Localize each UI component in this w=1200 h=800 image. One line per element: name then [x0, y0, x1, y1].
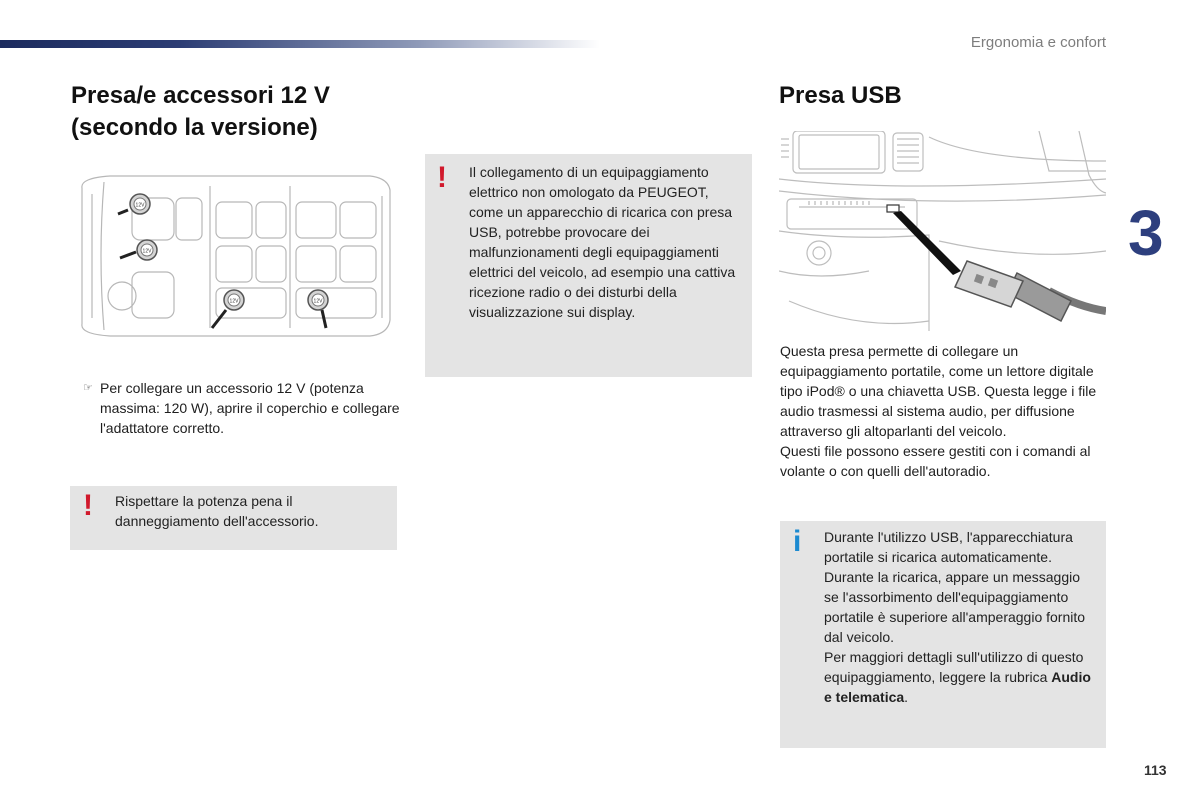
heading-line-1: Presa/e accessori 12 V	[71, 82, 330, 109]
chapter-number: 3	[1128, 197, 1164, 269]
usb-port-icon	[887, 205, 899, 212]
info-text	[824, 527, 1094, 707]
warning-text: Rispettare la potenza pena il danneggiamento dell'accessorio.	[115, 493, 319, 529]
usb-port-illustration	[779, 131, 1106, 331]
warning-note-equipment	[425, 154, 752, 377]
info-icon: i	[793, 525, 802, 558]
section-heading-usb: Presa USB	[779, 82, 902, 109]
section-title: Ergonomia e confort	[970, 34, 1106, 51]
instruction-text: Per collegare un accessorio 12 V (potenza massima: 120 W), aprire il coperchio e collegare l'adattatore corretto.	[100, 380, 400, 436]
socket-icon	[212, 290, 244, 328]
vehicle-socket-diagram	[70, 168, 396, 344]
info-text-3-suffix: .	[904, 689, 909, 705]
info-text-2: Durante la ricarica, appare un messaggio se l'assorbimento dell'equipaggiamento portatile è superiore all'amperaggio fornito dal veicolo.	[824, 569, 1086, 645]
info-note-usb	[780, 521, 1106, 748]
heading-line-2: (secondo la versione)	[71, 114, 318, 141]
usb-description	[780, 341, 1110, 481]
page-number: 113	[1144, 762, 1167, 778]
warning-note-power	[70, 486, 397, 550]
warning-icon: !	[437, 161, 447, 194]
section-heading-12v	[71, 80, 401, 144]
socket-label: 12V	[313, 298, 323, 305]
usb-paragraph-2: Questi file possono essere gestiti con i comandi al volante o con quelli dell'autoradio.	[780, 443, 1091, 479]
info-text-3	[824, 647, 1094, 707]
warning-text: Il collegamento di un equipaggiamento elettrico non omologato da PEUGEOT, come un apparecchio di ricarica con presa USB, potrebbe provocare dei malfunzionamenti degli equipaggiamenti elettrici del veicolo, ad esempio una cattiva ricezione radio o dei disturbi della visualizzazione sui display.	[469, 164, 736, 320]
socket-label: 12V	[229, 298, 239, 305]
header-gradient-bar	[0, 40, 600, 48]
socket-label: 12V	[142, 248, 152, 255]
info-text-1: Durante l'utilizzo USB, l'apparecchiatura portatile si ricarica automaticamente.	[824, 529, 1073, 565]
pointing-hand-icon: ☞	[83, 382, 93, 394]
info-text-3-link: Audio e telematica	[824, 669, 1091, 705]
info-text-3-prefix: Per maggiori dettagli sull'utilizzo di questo equipaggiamento, leggere la rubrica	[824, 649, 1084, 685]
socket-icon	[118, 194, 150, 214]
socket-label: 12V	[135, 202, 145, 209]
socket-icon	[308, 290, 328, 328]
warning-icon: !	[83, 489, 93, 522]
socket-icon	[120, 240, 157, 260]
usb-paragraph-1: Questa presa permette di collegare un equipaggiamento portatile, come un lettore digitale tipo iPod® o una chiavetta USB. Questa legge i file audio trasmessi al sistema audio, per diffusione attraverso gli altoparlanti del veicolo.	[780, 343, 1097, 439]
